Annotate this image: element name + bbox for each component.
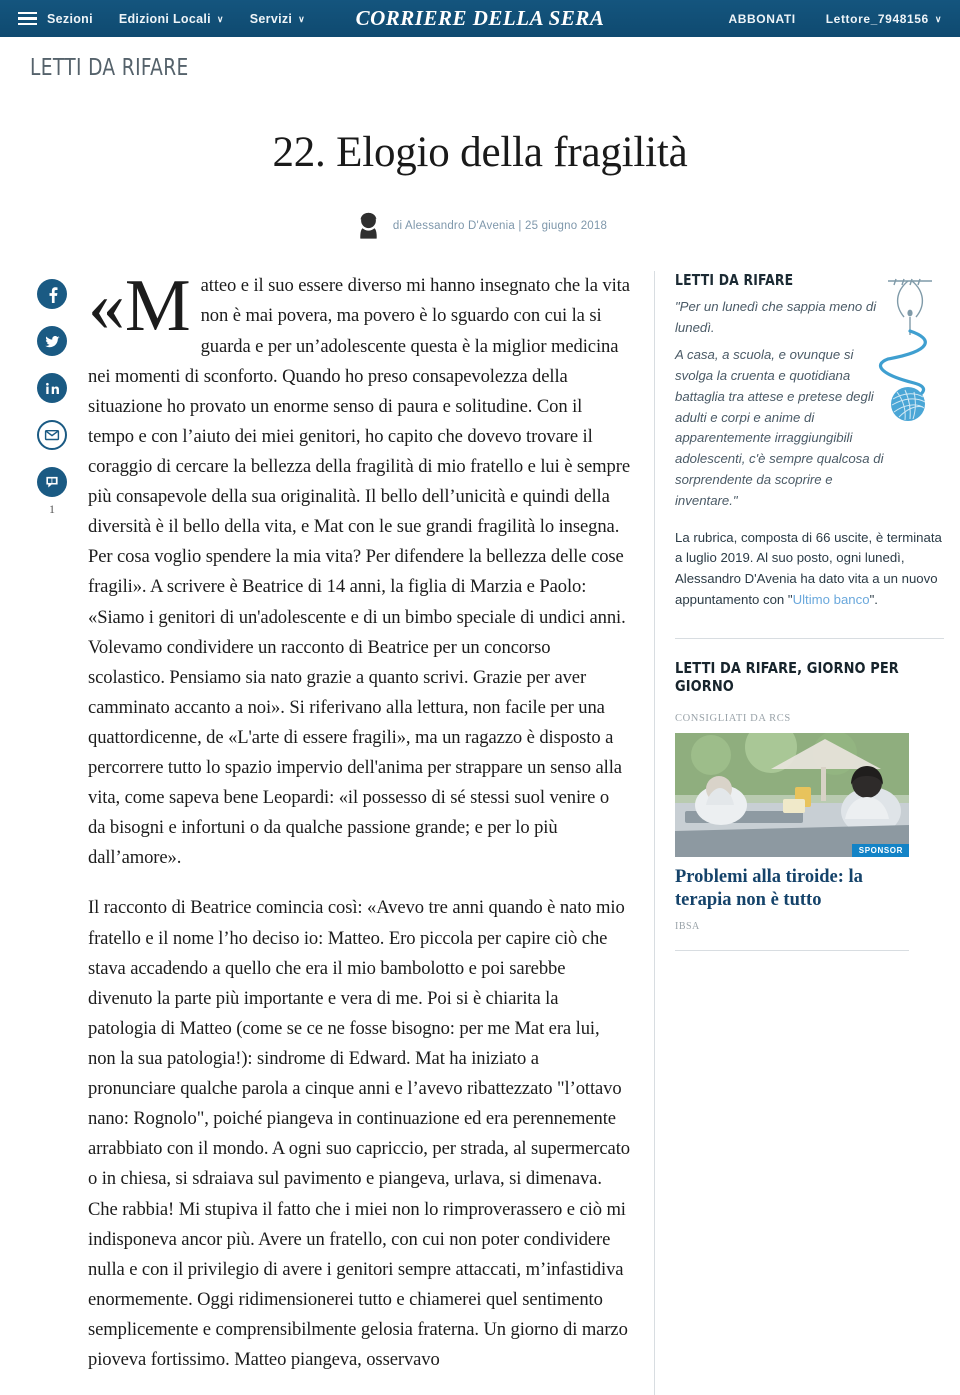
sections-menu-label: Sezioni xyxy=(47,11,93,26)
user-account-label: Lettore_7948156 xyxy=(825,11,929,26)
rail-quote xyxy=(675,297,888,512)
article-body xyxy=(88,265,654,1395)
ultimo-banco-link[interactable]: Ultimo banco xyxy=(792,591,870,607)
user-account-menu[interactable] xyxy=(826,12,942,26)
drop-cap: «M xyxy=(88,265,191,348)
ad-thumbnail-image xyxy=(675,733,909,857)
article-paragraph-1-text: atteo e il suo essere diverso mi hanno insegnato che la vita non è mai povera, ma povero è lo sguardo con cui la si guarda e per un’adolescente questa è la miglior medicina nei momenti di sconforto. Quando ho preso consapevolezza della situazione ho provato un enorme senso di paura e solitudine. Con il tempo e con l’aiuto dei miei genitori, ho capito che dovevo trovare il coraggio di cercare la bellezza della fragilità di mio fratello e lui è sempre più consapevole della sua originalità. Il bello dell’unicità e quindi della diversità è il bello della vita, e Mat con le sue grandi fragilità lo insegna. Per cosa voglio spendere la mia vita? Per difendere la bellezza delle cose fragili». A scrivere è Beatrice di 14 anni, la figlia di Marzia e Paolo: «Siamo i genitori di un'adolescente e di un bimbo speciale di undici anni. Volevamo condividere un racconto di Beatrice per un concorso scolastico. Pensiamo sia nato grazie a quanto scrivi. Grazie per aver camminato accanto a noi». Si riferivano alla lettura, non facile per una quattordicenne, de «L'arte di essere fragili», ma un ragazzo è disposto a percorrere tutto lo spazio impervio dell'anima per strappare un senso alla vita, come sapeva bene Leopardi: «il possesso di sé stessi suol venire o da bisogni e infortuni o da qualche passione grande; e per lo più dall’amore». xyxy=(88,275,630,869)
share-linkedin-icon[interactable] xyxy=(37,373,67,403)
share-twitter-icon[interactable] xyxy=(37,326,67,356)
top-navigation-bar xyxy=(0,0,960,37)
nav-right-group xyxy=(729,12,943,26)
share-facebook-icon[interactable] xyxy=(37,279,67,309)
comment-count: 1 xyxy=(49,502,55,517)
yarn-ball-illustration xyxy=(874,273,944,423)
rail-quote-line-2: A casa, a scuola, e ovunque si svolga la cruenta e quotidiana battaglia tra attese e pretese degli adulti e corpi e anime di apparentemente irraggiungibili adolescenti, c'è sempre qualcosa di sorprendente da scoprire e inventare." xyxy=(675,347,884,509)
sections-menu-button[interactable] xyxy=(18,12,93,26)
ad-label: CONSIGLIATI DA RCS xyxy=(675,713,791,725)
page-title: 22. Elogio della fragilità xyxy=(272,129,688,176)
right-sidebar xyxy=(654,271,944,1395)
subscribe-button[interactable] xyxy=(729,12,796,26)
chevron-down-icon: ∨ xyxy=(934,14,942,24)
content-area xyxy=(0,241,960,1395)
nav-item-servizi[interactable] xyxy=(250,12,305,26)
rail-note-after: ". xyxy=(869,591,878,607)
share-email-icon[interactable] xyxy=(37,420,67,450)
subscribe-label: ABBONATI xyxy=(728,11,796,26)
rail-bottom-divider xyxy=(675,950,909,951)
share-sidebar xyxy=(16,271,88,1395)
share-comments-icon[interactable] xyxy=(37,467,67,497)
nav-left-group xyxy=(18,12,305,26)
article-paragraph-2: Il racconto di Beatrice comincia così: «Avevo tre anni quando è nato mio fratello e il nome l’ho deciso io: Matteo. Ero piccola per capire ciò che stava accadendo a quello che era il mio bambolotto e poi sarebbe divenuto la parte più importante e vera di me. Poi si è chiarita la patologia di Matteo (come se ce ne fosse bisogno: per me Mat era lui, non la sua patologia!): sindrome di Edward. Mat ha iniziato a pronunciare qualche parola a cinque anni e l’avevo ribattezzato "l’ottavo nano: Rognolo", poiché piangeva in continuazione ed era perennemente arrabbiato con il mondo. A ogni suo capriccio, per strada, al supermercato o in chiesa, si sdraiava sul pavimento e piangeva, urlava, si dimenava. Che rabbia! Mi stupiva il fatto che i miei non lo rimproverassero e ciò mi indisponeva ancor più. Avere un fratello, con cui non poter condividere nulla e con il privilegio di avere i genitori sempre attaccati, m’infastidiva enormemente. Oggi ridimensionerei tutto e chiamerei quel sentimento semplicemente e comprensibilmente gelosia fraterna. Un giorno di marzo pioveva fortissimo. Matteo piangeva, osservavo xyxy=(88,897,630,1371)
article-paragraph-1 xyxy=(88,265,630,873)
nav-item-edizioni-locali[interactable] xyxy=(119,12,224,26)
nav-item-label: Servizi xyxy=(249,11,293,26)
sponsored-ad-card[interactable] xyxy=(675,733,909,932)
hamburger-icon xyxy=(18,12,37,26)
rail-divider xyxy=(675,638,944,639)
site-logo-text: CORRIERE DELLA SERA xyxy=(355,6,605,30)
ad-source: IBSA xyxy=(675,921,700,933)
byline-text: di Alessandro D'Avenia | 25 giugno 2018 xyxy=(392,219,608,232)
ad-title[interactable]: Problemi alla tiroide: la terapia non è tutto xyxy=(675,867,863,910)
byline xyxy=(0,210,960,241)
section-kicker-link[interactable]: LETTI DA RIFARE xyxy=(30,55,189,81)
sponsor-badge: SPONSOR xyxy=(852,844,909,857)
nav-item-label: Edizioni Locali xyxy=(118,11,211,26)
rail-quote-line-1: "Per un lunedì che sappia meno di lunedì. xyxy=(675,299,877,336)
rail-section-title-2: LETTI DA RIFARE, GIORNO PER GIORNO xyxy=(675,659,899,696)
rail-note xyxy=(675,528,944,610)
author-avatar xyxy=(353,210,384,241)
rail-box-title: LETTI DA RIFARE xyxy=(675,271,794,290)
chevron-down-icon: ∨ xyxy=(216,14,224,24)
ad-thumbnail[interactable] xyxy=(675,733,909,857)
rail-note-before: La rubrica, composta di 66 uscite, è terminata a luglio 2019. Al suo posto, ogni lunedì, Alessandro D'Avenia ha dato vita a un nuovo appuntamento con " xyxy=(675,529,942,607)
column-info-box xyxy=(675,271,944,620)
section-kicker-wrap xyxy=(0,37,960,87)
chevron-down-icon: ∨ xyxy=(298,14,306,24)
